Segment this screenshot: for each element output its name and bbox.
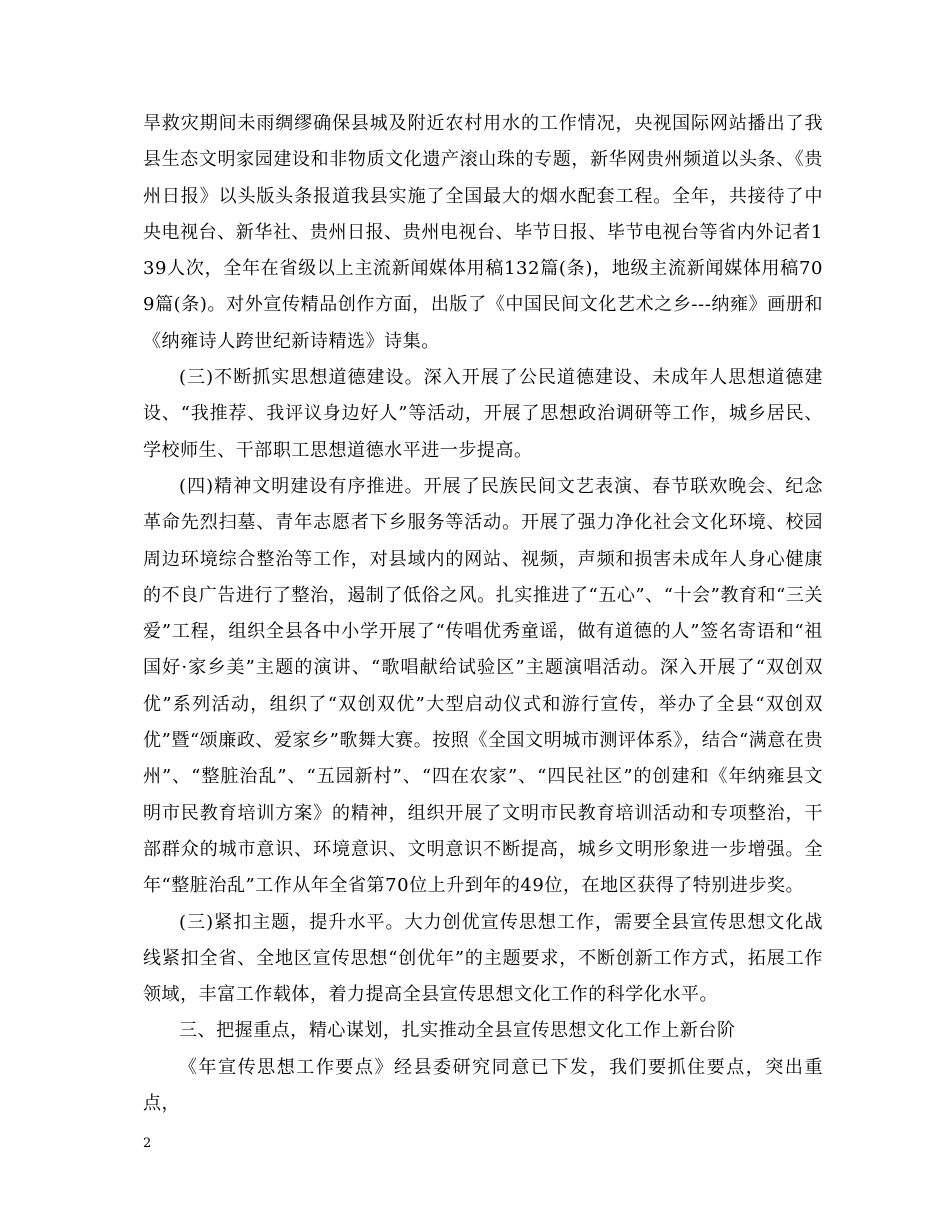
paragraph-spiritual-civilization: (四)精神文明建设有序推进。开展了民族民间文艺表演、春节联欢晚会、纪念革命先烈扫墓、青年志愿者下乡服务等活动。开展了强力净化社会文化环境、校园周边环境综合整治等工作，对县域内的网站、视频，声频和损害未成年人身心健康的不良广告进行了整治，遏制了低俗之风。扎实推进了“五心”、“十会”教育和“三关爱”工程，组织全县各中小学开展了“传唱优秀童谣，做有道德的人”签名寄语和“祖国好·家乡美”主题的演讲、“歌唱献给试验区”主题演唱活动。深入开展了“双创双优”系列活动，组织了“双创双优”大型启动仪式和游行宣传，举办了全县“双创双优”暨“颂廉政、爱家乡”歌舞大赛。按照《全国文明城市测评体系》，结合“满意在贵州”、“整脏治乱”、“五园新村”、“四在农家”、“四民社区”的创建和《年纳雍县文明市民教育培训方案》的精神，组织开展了文明市民教育培训活动和专项整治，干部群众的城市意识、环境意识、文明意识不断提高，城乡文明形象进一步增强。全年“整脏治乱”工作从年全省第70位上升到年的49位，在地区获得了特别进步奖。 xyxy=(143,475,823,897)
paragraph-focus-theme: (三)紧扣主题，提升水平。大力创优宣传思想工作，需要全县宣传思想文化战线紧扣全省、全地区宣传思想“创优年”的主题要求，不断创新工作方式，拓展工作领域，丰富工作载体，着力提高全县宣传思想文化工作的科学化水平。 xyxy=(143,911,823,1006)
document-body xyxy=(143,106,823,1122)
paragraph-moral-construction: (三)不断抓实思想道德建设。深入开展了公民道德建设、未成年人思想道德建设、“我推荐、我评议身边好人”等活动，开展了思想政治调研等工作，城乡居民、学校师生、干部职工思想道德水平进一步提高。 xyxy=(143,367,823,461)
paragraph-media-coverage: 旱救灾期间未雨绸缪确保县城及附近农村用水的工作情况，央视国际网站播出了我县生态文明家园建设和非物质文化遗产滚山珠的专题，新华网贵州频道以头条、《贵州日报》以头版头条报道我县实施了全国最大的烟水配套工程。全年，共接待了中央电视台、新华社、贵州日报、贵州电视台、毕节日报、毕节电视台等省内外记者139人次，全年在省级以上主流新闻媒体用稿132篇(条)，地级主流新闻媒体用稿709篇(条)。对外宣传精品创作方面，出版了《中国民间文化艺术之乡---纳雍》画册和《纳雍诗人跨世纪新诗精选》诗集。 xyxy=(143,113,823,352)
paragraph-work-points: 《年宣传思想工作要点》经县委研究同意已下发，我们要抓住要点，突出重点， xyxy=(143,1056,823,1115)
page-number: 2 xyxy=(143,1136,152,1151)
section-heading-key-points: 三、把握重点，精心谋划，扎实推动全县宣传思想文化工作上新台阶 xyxy=(179,1020,736,1042)
